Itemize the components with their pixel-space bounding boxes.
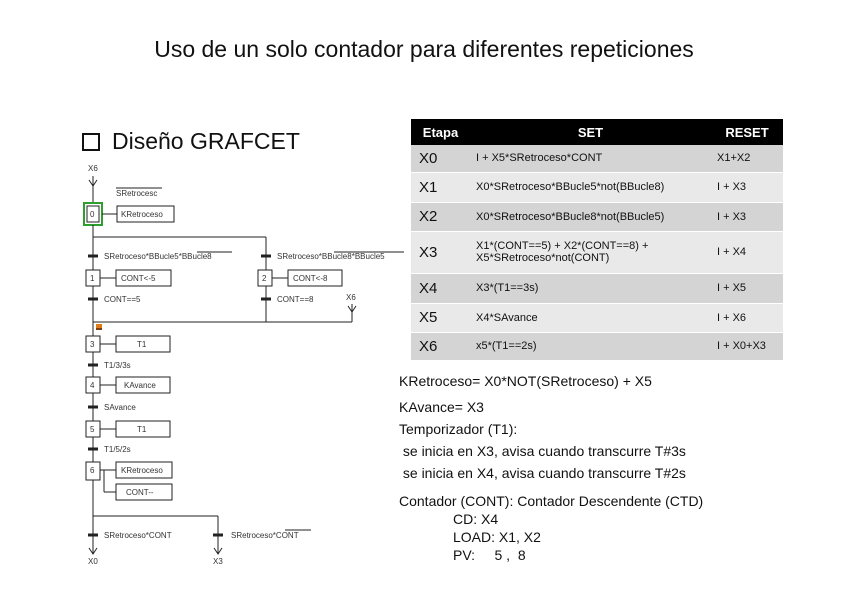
cell-reset: I + X3 xyxy=(711,202,783,231)
step-2-number: 2 xyxy=(262,274,267,283)
cell-reset: I + X3 xyxy=(711,172,783,202)
initial-condition-label: SRetrocesc xyxy=(116,189,158,198)
table-row xyxy=(411,303,783,332)
set-reset-table xyxy=(411,119,783,361)
note-temp-x3: se inicia en X3, avisa cuando transcurre T#3s xyxy=(399,443,686,459)
cell-etapa: X2 xyxy=(411,202,470,231)
note-kretroceso: KRetroceso= X0*NOT(SRetroceso) + X5 xyxy=(399,373,652,389)
table-header-row xyxy=(411,119,783,145)
table-row xyxy=(411,202,783,231)
output-x0-label: X0 xyxy=(88,557,98,566)
note-temp-x4: se inicia en X4, avisa cuando transcurre T#2s xyxy=(399,465,686,481)
step-4-number: 4 xyxy=(90,381,95,390)
transition-t3-label: T1/3/3s xyxy=(104,361,131,370)
step-5-action: T1 xyxy=(137,425,147,434)
transition-t01-label: SRetroceso*BBucle5*BBucle8 xyxy=(104,252,212,261)
note-temporizador: Temporizador (T1): xyxy=(399,421,518,437)
slide-title: Uso de un solo contador para diferentes repeticiones xyxy=(154,36,694,62)
cell-etapa: X3 xyxy=(411,231,470,273)
note-load: LOAD: X1, X2 xyxy=(453,529,541,545)
note-pv: PV: 5 , 8 xyxy=(453,547,526,563)
step-3-number: 3 xyxy=(90,340,95,349)
cell-set: X0*SRetroceso*BBucle8*not(BBucle5) xyxy=(470,202,711,231)
cell-etapa: X1 xyxy=(411,172,470,202)
step-1-number: 1 xyxy=(90,274,95,283)
step-6-action: KRetroceso xyxy=(121,466,163,475)
step-0-number: 0 xyxy=(90,210,95,219)
transition-t1-label: CONT==5 xyxy=(104,295,141,304)
transition-t6b-label: SRetroceso*CONT xyxy=(231,531,299,540)
cell-etapa: X0 xyxy=(411,145,470,172)
cell-set: X4*SAvance xyxy=(470,303,711,332)
transition-t2-label: CONT==8 xyxy=(277,295,314,304)
cell-etapa: X4 xyxy=(411,273,470,303)
transition-t4-label: SAvance xyxy=(104,403,136,412)
output-x3-label: X3 xyxy=(213,557,223,566)
step-5-number: 5 xyxy=(90,425,95,434)
cell-set: X0*SRetroceso*BBucle5*not(BBucle8) xyxy=(470,172,711,202)
notes-block xyxy=(399,370,686,484)
table-row xyxy=(411,172,783,202)
cell-etapa: X5 xyxy=(411,303,470,332)
cell-reset: I + X6 xyxy=(711,303,783,332)
cell-etapa: X6 xyxy=(411,332,470,360)
cell-set: x5*(T1==2s) xyxy=(470,332,711,360)
cell-reset: I + X5 xyxy=(711,273,783,303)
note-cd: CD: X4 xyxy=(453,511,499,527)
link-top-label: X6 xyxy=(88,164,98,173)
transition-t6a-label: SRetroceso*CONT xyxy=(104,531,172,540)
cell-set: I + X5*SRetroceso*CONT xyxy=(470,145,711,172)
step-3-action: T1 xyxy=(137,340,147,349)
step-1-action: CONT<-5 xyxy=(121,274,156,283)
transition-t2-link-label: X6 xyxy=(346,293,356,302)
step-4-action: KAvance xyxy=(124,381,156,390)
table-row xyxy=(411,273,783,303)
cell-set: X3*(T1==3s) xyxy=(470,273,711,303)
table-row xyxy=(411,231,783,273)
warning-marker-icon xyxy=(96,324,102,330)
header-etapa: Etapa xyxy=(411,119,470,145)
note-kavance: KAvance= X3 xyxy=(399,399,484,415)
transition-t02-label: SRetroceso*BBucle8*BBucle5 xyxy=(277,252,385,261)
section-heading-text: Diseño GRAFCET xyxy=(112,128,300,154)
counter-block xyxy=(399,492,703,564)
step-6-number: 6 xyxy=(90,466,95,475)
cell-set: X1*(CONT==5) + X2*(CONT==8) + X5*SRetroceso*not(CONT) xyxy=(470,231,711,273)
step-2-action: CONT<-8 xyxy=(293,274,328,283)
header-set: SET xyxy=(470,119,711,145)
transition-t5-label: T1/5/2s xyxy=(104,445,131,454)
table-row xyxy=(411,145,783,172)
step-0-action: KRetroceso xyxy=(121,210,163,219)
header-reset: RESET xyxy=(711,119,783,145)
cell-reset: I + X4 xyxy=(711,231,783,273)
table-row xyxy=(411,332,783,360)
note-contador: Contador (CONT): Contador Descendente (CTD) xyxy=(399,493,704,509)
cell-reset: I + X0+X3 xyxy=(711,332,783,360)
cell-reset: X1+X2 xyxy=(711,145,783,172)
step-6-action-2: CONT-- xyxy=(126,488,154,497)
